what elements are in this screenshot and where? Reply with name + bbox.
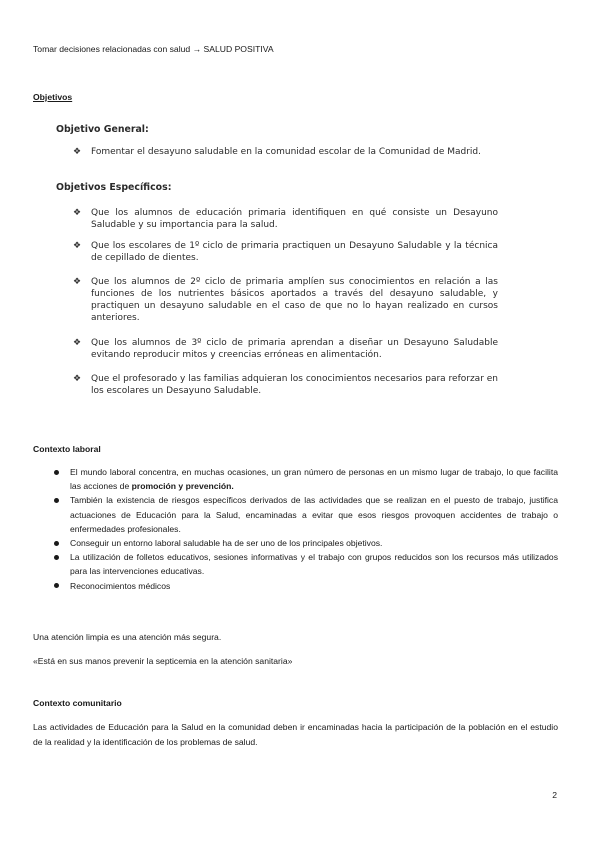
- objetivo-especifico-item: ❖ Que los alumnos de 3º ciclo de primaria aprendan a diseñar un Desayuno Saludable evitando reproducir mitos y creencias erróneas en alimentación.: [73, 338, 498, 360]
- objetivo-especifico-item: ❖ Que los alumnos de educación primaria identifiquen en qué consiste un Desayuno Saludable y su importancia para la salud.: [73, 208, 498, 230]
- diamond-bullet-icon: ❖: [73, 147, 82, 157]
- bullet-dot-icon: [54, 555, 59, 560]
- list-item: También la existencia de riesgos específicos derivados de las actividades que se realizan en el puesto de trabajo, justifica actuaciones de Educación para la Salud, encaminadas a evitar que esos riesgos provoquen accidentes de trabajo o enfermedades profesionales.: [48, 493, 558, 536]
- list-item: Reconocimientos médicos: [48, 579, 558, 593]
- list-item: Conseguir un entorno laboral saludable ha de ser uno de los principales objetivos.: [48, 536, 558, 550]
- page-number: 2: [552, 790, 557, 800]
- objetivo-general-heading: Objetivo General:: [56, 124, 149, 135]
- objetivo-especifico-item: ❖ Que el profesorado y las familias adquieran los conocimientos necesarios para reforzar en los escolares un Desayuno Saludable.: [73, 374, 498, 396]
- objetivo-especifico-item: ❖ Que los alumnos de 2º ciclo de primaria amplíen sus conocimientos en relación a las funciones de los nutrientes básicos aportados a través del desayuno saludable, y practiquen un desayuno saludable en el caso de que no lo hayan realizado en cursos anteriores.: [73, 277, 498, 323]
- bullet-dot-icon: [54, 583, 59, 588]
- diamond-bullet-icon: ❖: [73, 277, 82, 287]
- bullet-dot-icon: [54, 470, 59, 475]
- bullet-dot-icon: [54, 541, 59, 546]
- diamond-bullet-icon: ❖: [73, 374, 82, 384]
- contexto-comunitario-heading: Contexto comunitario: [33, 698, 122, 708]
- objetivo-general-item: ❖ Fomentar el desayuno saludable en la comunidad escolar de la Comunidad de Madrid.: [73, 147, 481, 157]
- objetivos-especificos-heading: Objetivos Específicos:: [56, 182, 172, 193]
- atencion-line-1: Una atención limpia es una atención más segura.: [33, 632, 222, 642]
- contexto-laboral-heading: Contexto laboral: [33, 444, 101, 454]
- page-header: Tomar decisiones relacionadas con salud → SALUD POSITIVA: [33, 44, 274, 54]
- objetivo-especifico-item: ❖ Que los escolares de 1º ciclo de primaria practiquen un Desayuno Saludable y la técnica de cepillado de dientes.: [73, 241, 498, 263]
- bullet-dot-icon: [54, 498, 59, 503]
- contexto-comunitario-paragraph: Las actividades de Educación para la Salud en la comunidad deben ir encaminadas hacia la participación de la población en el estudio de la realidad y la identificación de los problemas de salud.: [33, 722, 558, 747]
- list-item: La utilización de folletos educativos, sesiones informativas y el trabajo con grupos reducidos son los recursos más utilizados para las intervenciones educativas.: [48, 550, 558, 578]
- diamond-bullet-icon: ❖: [73, 241, 82, 251]
- atencion-quote: «Está en sus manos prevenir la septicemia en la atención sanitaria»: [33, 656, 293, 666]
- objetivos-heading: Objetivos: [33, 92, 73, 102]
- diamond-bullet-icon: ❖: [73, 338, 82, 348]
- diamond-bullet-icon: ❖: [73, 208, 82, 218]
- list-item: El mundo laboral concentra, en muchas ocasiones, un gran número de personas en un mismo lugar de trabajo, lo que facilita las acciones de promoción y prevención.: [48, 465, 558, 493]
- contexto-laboral-list: [48, 465, 558, 593]
